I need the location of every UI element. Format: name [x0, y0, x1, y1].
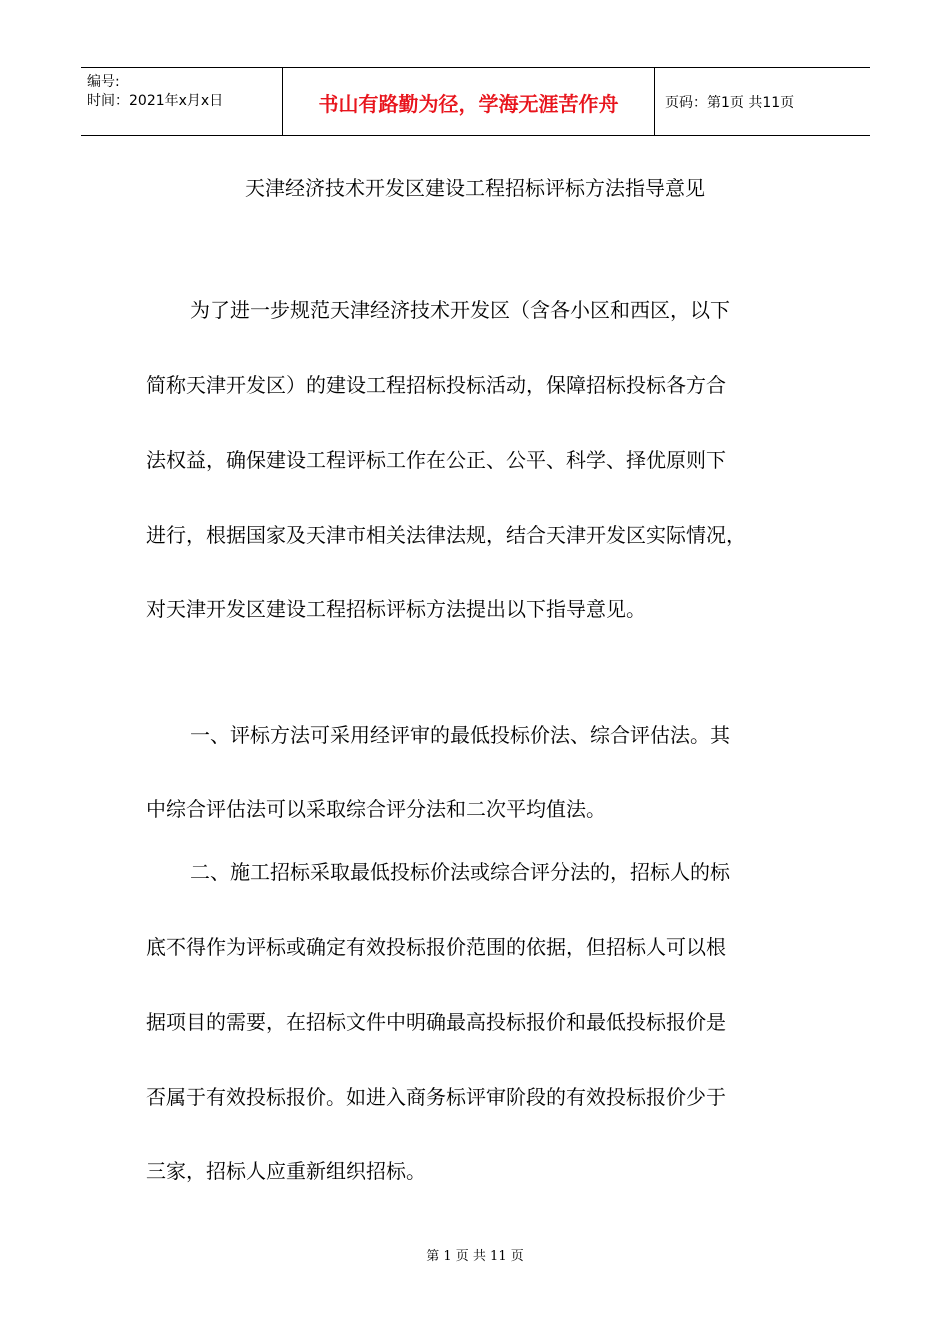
body-line: 否属于有效投标报价。如进入商务标评审阶段的有效投标报价少于	[146, 1085, 726, 1109]
header-motto-cell	[282, 68, 655, 135]
body-line: 对天津开发区建设工程招标评标方法提出以下指导意见。	[146, 597, 646, 621]
header-right-cell	[655, 68, 870, 135]
body-line: 二、施工招标采取最低投标价法或综合评分法的，招标人的标	[190, 860, 730, 884]
body-line: 为了进一步规范天津经济技术开发区（含各小区和西区，以下	[190, 298, 730, 322]
page-footer: 第 1 页 共 11 页	[426, 1249, 524, 1264]
body-line: 据项目的需要，在招标文件中明确最高投标报价和最低投标报价是	[146, 1010, 726, 1034]
header-left-cell	[81, 68, 282, 135]
body-line: 简称天津开发区）的建设工程招标投标活动，保障招标投标各方合	[146, 373, 726, 397]
body-line: 进行，根据国家及天津市相关法律法规，结合天津开发区实际情况，	[146, 523, 746, 547]
body-line: 一、评标方法可采用经评审的最低投标价法、综合评估法。其	[190, 723, 730, 747]
document-header	[81, 67, 870, 136]
header-motto: 书山有路勤为径，学海无涯苦作舟	[318, 92, 619, 116]
document-time-label: 时间：2021年x月x日	[87, 93, 224, 109]
page-code-label: 页码：第1页 共11页	[665, 95, 795, 111]
body-line: 法权益，确保建设工程评标工作在公正、公平、科学、择优原则下	[146, 448, 726, 472]
body-line: 三家，招标人应重新组织招标。	[146, 1159, 426, 1183]
body-line: 中综合评估法可以采取综合评分法和二次平均值法。	[146, 797, 606, 821]
body-line: 底不得作为评标或确定有效投标报价范围的依据，但招标人可以根	[146, 935, 726, 959]
document-title: 天津经济技术开发区建设工程招标评标方法指导意见	[245, 176, 705, 200]
document-number-label: 编号:	[87, 74, 120, 90]
